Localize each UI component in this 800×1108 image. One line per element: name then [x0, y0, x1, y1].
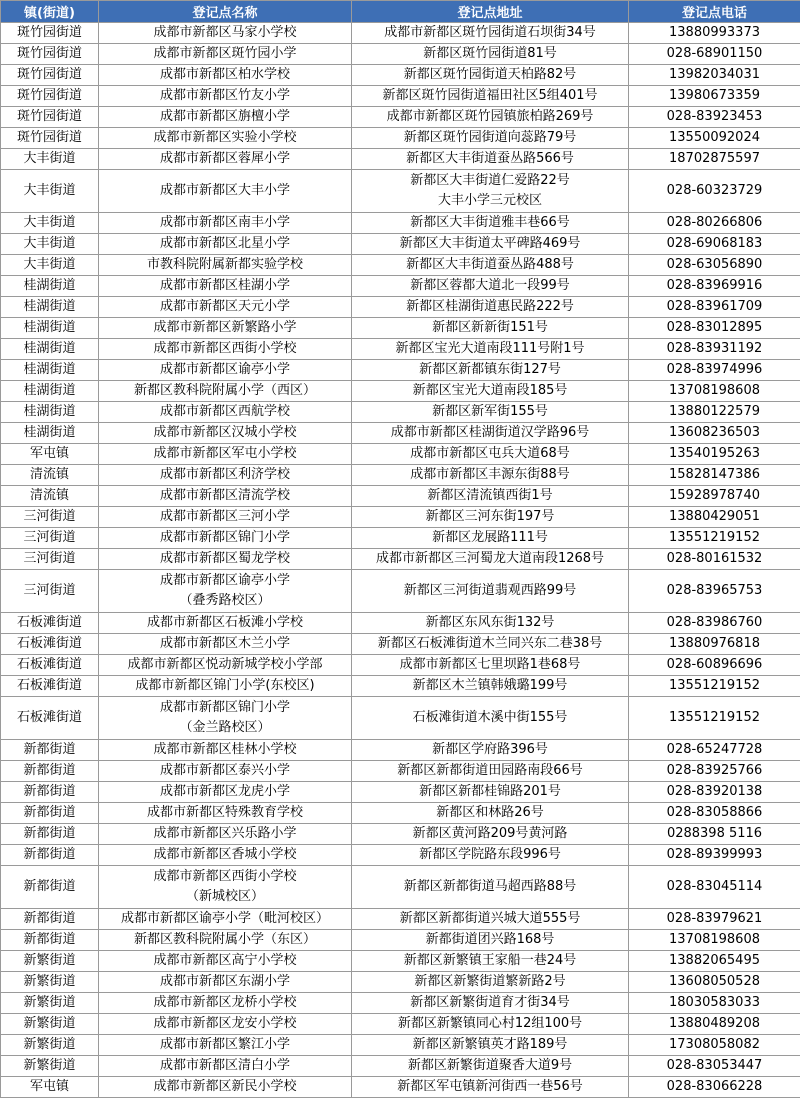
- table-row: [1, 824, 800, 845]
- cell-site-phone: 028-60323729: [629, 170, 800, 213]
- cell-site-address: 新都区宝光大道南段185号: [352, 381, 629, 402]
- cell-town: 桂湖街道: [1, 297, 99, 318]
- header-site-phone: 登记点电话: [629, 1, 800, 23]
- table-row: [1, 128, 800, 149]
- table-row: [1, 909, 800, 930]
- cell-site-phone: 028-83925766: [629, 761, 800, 782]
- cell-site-address: 新都区龙展路111号: [352, 528, 629, 549]
- table-row: [1, 930, 800, 951]
- cell-site-name: 成都市新都区西航学校: [99, 402, 352, 423]
- cell-site-address: 新都区木兰镇韩娥璐199号: [352, 676, 629, 697]
- cell-site-address: 新都区新都街道田园路南段66号: [352, 761, 629, 782]
- table-row: [1, 993, 800, 1014]
- table-row: [1, 866, 800, 909]
- cell-town: 新都街道: [1, 740, 99, 761]
- cell-site-name: 成都市新都区蜀龙学校: [99, 549, 352, 570]
- cell-site-phone: 028-83066228: [629, 1077, 800, 1098]
- cell-site-phone: 13550092024: [629, 128, 800, 149]
- table-row: [1, 676, 800, 697]
- cell-town: 新都街道: [1, 824, 99, 845]
- cell-site-name: 成都市新都区谕亭小学: [99, 360, 352, 381]
- cell-town: 新都街道: [1, 930, 99, 951]
- table-row: [1, 107, 800, 128]
- cell-site-name: 新都区教科院附属小学（东区）: [99, 930, 352, 951]
- cell-site-name: 成都市新都区竹友小学: [99, 86, 352, 107]
- table-row: [1, 402, 800, 423]
- cell-town: 桂湖街道: [1, 381, 99, 402]
- cell-site-phone: 028-83931192: [629, 339, 800, 360]
- cell-site-name: 成都市新都区特殊教育学校: [99, 803, 352, 824]
- table-row: [1, 740, 800, 761]
- cell-site-phone: 13551219152: [629, 528, 800, 549]
- cell-town: 桂湖街道: [1, 276, 99, 297]
- cell-site-name: 成都市新都区泰兴小学: [99, 761, 352, 782]
- cell-site-name: 成都市新都区锦门小学 （金兰路校区）: [99, 697, 352, 740]
- cell-town: 新繁街道: [1, 1014, 99, 1035]
- cell-site-phone: 13708198608: [629, 381, 800, 402]
- cell-town: 大丰街道: [1, 170, 99, 213]
- cell-site-address: 新都区清流镇西街1号: [352, 486, 629, 507]
- cell-site-name: 成都市新都区天元小学: [99, 297, 352, 318]
- cell-site-phone: 13980673359: [629, 86, 800, 107]
- cell-site-phone: 028-83979621: [629, 909, 800, 930]
- table-row: [1, 549, 800, 570]
- cell-site-phone: 028-83923453: [629, 107, 800, 128]
- cell-site-address: 新都区石板滩街道木兰同兴东二巷38号: [352, 634, 629, 655]
- cell-site-name: 成都市新都区桂林小学校: [99, 740, 352, 761]
- cell-site-address: 新都区大丰街道太平碑路469号: [352, 234, 629, 255]
- table-row: [1, 1035, 800, 1056]
- cell-site-name: 成都市新都区锦门小学: [99, 528, 352, 549]
- cell-site-phone: 13880976818: [629, 634, 800, 655]
- cell-site-address: 新都区桂湖街道惠民路222号: [352, 297, 629, 318]
- table-row: [1, 782, 800, 803]
- table-row: [1, 655, 800, 676]
- cell-site-phone: 13880429051: [629, 507, 800, 528]
- table-row: [1, 44, 800, 65]
- cell-town: 桂湖街道: [1, 318, 99, 339]
- cell-site-name: 成都市新都区实验小学校: [99, 128, 352, 149]
- cell-town: 三河街道: [1, 528, 99, 549]
- table-row: [1, 486, 800, 507]
- cell-town: 新繁街道: [1, 951, 99, 972]
- cell-site-address: 新都区学府路396号: [352, 740, 629, 761]
- cell-site-phone: 13708198608: [629, 930, 800, 951]
- cell-town: 斑竹园街道: [1, 86, 99, 107]
- header-town: 镇(街道): [1, 1, 99, 23]
- cell-site-name: 成都市新都区汉城小学校: [99, 423, 352, 444]
- table-row: [1, 570, 800, 613]
- cell-site-phone: 13551219152: [629, 676, 800, 697]
- cell-site-name: 新都区教科院附属小学（西区）: [99, 381, 352, 402]
- cell-town: 斑竹园街道: [1, 44, 99, 65]
- table-row: [1, 149, 800, 170]
- table-row: [1, 951, 800, 972]
- cell-site-phone: 13551219152: [629, 697, 800, 740]
- cell-town: 大丰街道: [1, 149, 99, 170]
- cell-site-address: 成都市新都区三河蜀龙大道南段1268号: [352, 549, 629, 570]
- cell-site-address: 新都区新繁街道聚香大道9号: [352, 1056, 629, 1077]
- cell-town: 大丰街道: [1, 234, 99, 255]
- cell-site-address: 新都区蓉都大道北一段99号: [352, 276, 629, 297]
- cell-site-phone: 028-83045114: [629, 866, 800, 909]
- table-row: [1, 528, 800, 549]
- cell-site-address: 新都区三河东街197号: [352, 507, 629, 528]
- table-row: [1, 23, 800, 44]
- cell-site-address: 新都区新繁街道育才街34号: [352, 993, 629, 1014]
- cell-site-phone: 028-68901150: [629, 44, 800, 65]
- table-row: [1, 507, 800, 528]
- cell-site-address: 新都区新都街道兴城大道555号: [352, 909, 629, 930]
- cell-town: 斑竹园街道: [1, 107, 99, 128]
- cell-site-phone: 13880122579: [629, 402, 800, 423]
- cell-town: 新繁街道: [1, 993, 99, 1014]
- cell-site-phone: 13540195263: [629, 444, 800, 465]
- cell-town: 桂湖街道: [1, 360, 99, 381]
- cell-town: 石板滩街道: [1, 613, 99, 634]
- cell-site-name: 成都市新都区西街小学校 （新城校区）: [99, 866, 352, 909]
- cell-site-phone: 028-80161532: [629, 549, 800, 570]
- table-row: [1, 381, 800, 402]
- cell-site-phone: 028-83961709: [629, 297, 800, 318]
- cell-town: 石板滩街道: [1, 655, 99, 676]
- cell-town: 石板滩街道: [1, 697, 99, 740]
- table-row: [1, 65, 800, 86]
- cell-site-phone: 028-83974996: [629, 360, 800, 381]
- header-site-address: 登记点地址: [352, 1, 629, 23]
- cell-site-address: 石板滩街道木溪中街155号: [352, 697, 629, 740]
- cell-site-phone: 13880993373: [629, 23, 800, 44]
- table-row: [1, 170, 800, 213]
- table-row: [1, 465, 800, 486]
- cell-site-phone: 13608050528: [629, 972, 800, 993]
- cell-site-phone: 028-83012895: [629, 318, 800, 339]
- cell-site-name: 成都市新都区大丰小学: [99, 170, 352, 213]
- cell-site-address: 新都区新繁镇王家船一巷24号: [352, 951, 629, 972]
- cell-site-phone: 13608236503: [629, 423, 800, 444]
- cell-site-address: 新都区大丰街道蚕丛路566号: [352, 149, 629, 170]
- table-row: [1, 761, 800, 782]
- table-row: [1, 697, 800, 740]
- cell-site-address: 新都区三河街道翡观西路99号: [352, 570, 629, 613]
- cell-site-phone: 028-83969916: [629, 276, 800, 297]
- cell-site-name: 成都市新都区新繁路小学: [99, 318, 352, 339]
- table-row: [1, 297, 800, 318]
- cell-site-name: 成都市新都区谕亭小学 （叠秀路校区）: [99, 570, 352, 613]
- table-row: [1, 444, 800, 465]
- cell-site-name: 成都市新都区龙安小学校: [99, 1014, 352, 1035]
- cell-site-name: 成都市新都区高宁小学校: [99, 951, 352, 972]
- cell-site-address: 新都区军屯镇新河街西一巷56号: [352, 1077, 629, 1098]
- cell-site-address: 新都区新都桂锦路201号: [352, 782, 629, 803]
- cell-site-address: 新都区斑竹园街道向蕊路79号: [352, 128, 629, 149]
- table-row: [1, 213, 800, 234]
- table-header: [1, 1, 800, 23]
- cell-site-name: 成都市新都区东湖小学: [99, 972, 352, 993]
- cell-site-name: 成都市新都区谕亭小学（毗河校区）: [99, 909, 352, 930]
- cell-site-phone: 13880489208: [629, 1014, 800, 1035]
- table-row: [1, 423, 800, 444]
- cell-site-phone: 15828147386: [629, 465, 800, 486]
- cell-site-phone: 028-69068183: [629, 234, 800, 255]
- cell-site-address: 新都区大丰街道雅丰巷66号: [352, 213, 629, 234]
- cell-site-name: 市教科院附属新都实验学校: [99, 255, 352, 276]
- cell-site-phone: 18030583033: [629, 993, 800, 1014]
- table-row: [1, 972, 800, 993]
- cell-site-address: 新都区学院路东段996号: [352, 845, 629, 866]
- table-row: [1, 360, 800, 381]
- cell-site-phone: 028-83053447: [629, 1056, 800, 1077]
- cell-site-address: 新都区斑竹园街道天柏路82号: [352, 65, 629, 86]
- cell-site-address: 成都市新都区桂湖街道汉学路96号: [352, 423, 629, 444]
- cell-town: 大丰街道: [1, 255, 99, 276]
- cell-site-phone: 028-83920138: [629, 782, 800, 803]
- cell-site-phone: 17308058082: [629, 1035, 800, 1056]
- table-row: [1, 276, 800, 297]
- cell-town: 军屯镇: [1, 444, 99, 465]
- cell-site-address: 新都区新繁镇英才路189号: [352, 1035, 629, 1056]
- cell-site-name: 成都市新都区南丰小学: [99, 213, 352, 234]
- table-row: [1, 634, 800, 655]
- cell-site-address: 新都区黄河路209号黄河路: [352, 824, 629, 845]
- cell-site-name: 成都市新都区繁江小学: [99, 1035, 352, 1056]
- table-body: [1, 23, 800, 1098]
- cell-site-name: 成都市新都区石板滩小学校: [99, 613, 352, 634]
- cell-site-phone: 13882065495: [629, 951, 800, 972]
- table-row: [1, 318, 800, 339]
- cell-site-name: 成都市新都区新民小学校: [99, 1077, 352, 1098]
- table-row: [1, 1056, 800, 1077]
- cell-site-address: 新都区新新街151号: [352, 318, 629, 339]
- cell-site-phone: 028-80266806: [629, 213, 800, 234]
- cell-town: 斑竹园街道: [1, 128, 99, 149]
- cell-town: 石板滩街道: [1, 634, 99, 655]
- cell-site-name: 成都市新都区斑竹园小学: [99, 44, 352, 65]
- cell-site-name: 成都市新都区旃檀小学: [99, 107, 352, 128]
- cell-site-phone: 15928978740: [629, 486, 800, 507]
- cell-site-address: 新都区新都街道马超西路88号: [352, 866, 629, 909]
- cell-town: 新繁街道: [1, 1035, 99, 1056]
- cell-site-address: 新都区斑竹园街道福田社区5组401号: [352, 86, 629, 107]
- cell-site-phone: 13982034031: [629, 65, 800, 86]
- cell-site-phone: 028-83986760: [629, 613, 800, 634]
- cell-town: 新都街道: [1, 866, 99, 909]
- cell-site-phone: 028-83965753: [629, 570, 800, 613]
- cell-town: 新都街道: [1, 761, 99, 782]
- cell-site-name: 成都市新都区西街小学校: [99, 339, 352, 360]
- cell-site-name: 成都市新都区清白小学: [99, 1056, 352, 1077]
- cell-site-name: 成都市新都区利济学校: [99, 465, 352, 486]
- cell-town: 斑竹园街道: [1, 23, 99, 44]
- cell-town: 桂湖街道: [1, 402, 99, 423]
- cell-town: 大丰街道: [1, 213, 99, 234]
- cell-town: 三河街道: [1, 549, 99, 570]
- cell-town: 军屯镇: [1, 1077, 99, 1098]
- cell-site-phone: 028-60896696: [629, 655, 800, 676]
- cell-site-address: 新都街道团兴路168号: [352, 930, 629, 951]
- cell-town: 桂湖街道: [1, 423, 99, 444]
- cell-site-name: 成都市新都区蓉犀小学: [99, 149, 352, 170]
- cell-town: 清流镇: [1, 465, 99, 486]
- cell-site-address: 新都区新繁镇同心村12组100号: [352, 1014, 629, 1035]
- cell-site-address: 新都区斑竹园街道81号: [352, 44, 629, 65]
- cell-town: 桂湖街道: [1, 339, 99, 360]
- header-site-name: 登记点名称: [99, 1, 352, 23]
- cell-town: 清流镇: [1, 486, 99, 507]
- table-row: [1, 339, 800, 360]
- cell-site-name: 成都市新都区三河小学: [99, 507, 352, 528]
- cell-site-name: 成都市新都区柏水学校: [99, 65, 352, 86]
- cell-town: 新繁街道: [1, 1056, 99, 1077]
- cell-site-address: 新都区宝光大道南段111号附1号: [352, 339, 629, 360]
- cell-site-address: 新都区新繁街道繁新路2号: [352, 972, 629, 993]
- cell-site-address: 新都区和林路26号: [352, 803, 629, 824]
- cell-site-name: 成都市新都区兴乐路小学: [99, 824, 352, 845]
- cell-site-address: 成都市新都区屯兵大道68号: [352, 444, 629, 465]
- cell-site-phone: 028-65247728: [629, 740, 800, 761]
- cell-site-phone: 028-63056890: [629, 255, 800, 276]
- cell-town: 新都街道: [1, 803, 99, 824]
- cell-site-name: 成都市新都区龙虎小学: [99, 782, 352, 803]
- cell-site-address: 新都区大丰街道蚕丛路488号: [352, 255, 629, 276]
- cell-site-address: 新都区新都镇东街127号: [352, 360, 629, 381]
- cell-town: 新都街道: [1, 782, 99, 803]
- cell-town: 新都街道: [1, 909, 99, 930]
- cell-site-name: 成都市新都区清流学校: [99, 486, 352, 507]
- cell-site-name: 成都市新都区马家小学校: [99, 23, 352, 44]
- cell-town: 新都街道: [1, 845, 99, 866]
- cell-site-name: 成都市新都区锦门小学(东校区): [99, 676, 352, 697]
- cell-site-phone: 18702875597: [629, 149, 800, 170]
- cell-site-phone: 0288398 5116: [629, 824, 800, 845]
- cell-site-address: 新都区新军街155号: [352, 402, 629, 423]
- cell-site-name: 成都市新都区桂湖小学: [99, 276, 352, 297]
- table-row: [1, 234, 800, 255]
- cell-town: 三河街道: [1, 570, 99, 613]
- cell-site-name: 成都市新都区香城小学校: [99, 845, 352, 866]
- table-row: [1, 803, 800, 824]
- cell-site-name: 成都市新都区龙桥小学校: [99, 993, 352, 1014]
- cell-town: 斑竹园街道: [1, 65, 99, 86]
- cell-town: 石板滩街道: [1, 676, 99, 697]
- cell-site-name: 成都市新都区木兰小学: [99, 634, 352, 655]
- cell-site-name: 成都市新都区北星小学: [99, 234, 352, 255]
- cell-site-phone: 028-89399993: [629, 845, 800, 866]
- cell-site-address: 成都市新都区斑竹园街道石坝街34号: [352, 23, 629, 44]
- cell-site-address: 成都市新都区斑竹园镇旅柏路269号: [352, 107, 629, 128]
- cell-site-address: 新都区东风东街132号: [352, 613, 629, 634]
- cell-site-name: 成都市新都区军屯小学校: [99, 444, 352, 465]
- cell-town: 三河街道: [1, 507, 99, 528]
- cell-site-address: 新都区大丰街道仁爱路22号 大丰小学三元校区: [352, 170, 629, 213]
- table-row: [1, 1014, 800, 1035]
- cell-town: 新繁街道: [1, 972, 99, 993]
- cell-site-name: 成都市新都区悦动新城学校小学部: [99, 655, 352, 676]
- table-row: [1, 86, 800, 107]
- table-row: [1, 613, 800, 634]
- table-row: [1, 255, 800, 276]
- header-row: [1, 1, 800, 23]
- cell-site-address: 成都市新都区七里坝路1巷68号: [352, 655, 629, 676]
- cell-site-phone: 028-83058866: [629, 803, 800, 824]
- table-row: [1, 1077, 800, 1098]
- cell-site-address: 成都市新都区丰源东街88号: [352, 465, 629, 486]
- table-row: [1, 845, 800, 866]
